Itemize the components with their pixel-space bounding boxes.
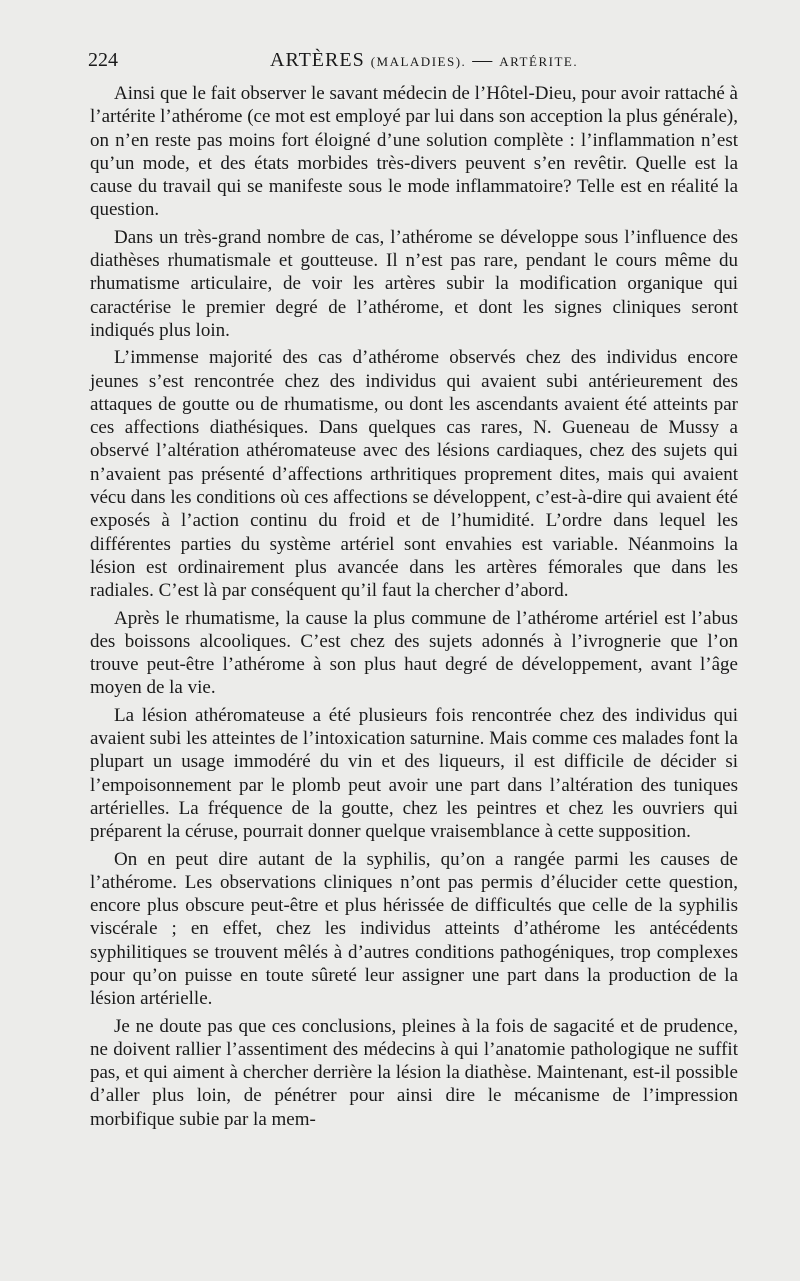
paragraph-7: Je ne doute pas que ces conclusions, pleines à la fois de sagacité et de prudence, ne doivent rallier l’assentiment des médecins à qui l’anatomie pathologique ne suffit pas, et qui aiment à chercher derrière la lésion la diathèse. Maintenant, est-il possible d’aller plus loin, de pénétrer pour ainsi dire le mécanisme de l’impression morbifique subie par la mem- — [90, 1015, 738, 1130]
page-header — [88, 44, 738, 76]
body-text — [90, 82, 738, 1135]
paragraph-3: L’immense majorité des cas d’athérome observés chez des individus encore jeunes s’est rencontrée chez des individus qui avaient subi antérieurement des attaques de goutte ou de rhumatisme, ou dont les ascendants avaient été atteints par ces affections diathésiques. Dans quelques cas rares, N. Gueneau de Mussy a observé l’altération athéromateuse avec des lésions cardiaques, chez des sujets qui n’avaient pas présenté d’affections arthritiques proprement dites, mais qui avaient vécu dans les conditions où ces affections se développent, c’est-à-dire qui avaient été exposés à l’action continu du froid et de l’humidité. L’ordre dans lequel les différentes parties du système artériel sont envahies est variable. Néanmoins la lésion est ordinairement plus avancée dans les artères fémorales que dans les radiales. C’est là par conséquent qu’il faut la chercher d’abord. — [90, 347, 738, 602]
running-head-subtitle: (MALADIES). — [370, 54, 467, 69]
paragraph-5: La lésion athéromateuse a été plusieurs fois rencontrée chez des individus qui avaient subi les atteintes de l’intoxication saturnine. Mais comme ces malades font la plupart un usage immodéré du vin et des liqueurs, il est difficile de décider si l’empoisonnement par le plomb peut avoir une part dans l’altération des tuniques artérielles. La fréquence de la goutte, chez les peintres et chez les ouvriers qui préparent la céruse, pourrait donner quelque vraisemblance à cette supposition. — [90, 704, 738, 843]
paragraph-6: On en peut dire autant de la syphilis, qu’on a rangée parmi les causes de l’athérome. Les observations cliniques n’ont pas permis d’élucider cette question, encore plus obscure peut-être et plus hérissée de difficultés que celle de la syphilis viscérale ; en effet, chez les individus atteints d’athérome les antécédents syphilitiques se trouvent mêlés à d’autres conditions pathogéniques, trop complexes pour qu’on puisse en toute sûreté leur assigner une part dans la production de la lésion artérielle. — [90, 848, 738, 1010]
page-number: 224 — [88, 49, 118, 71]
running-head-dash: — — [472, 49, 494, 71]
running-head — [270, 44, 578, 78]
running-head-title: ARTÈRES — [270, 49, 365, 71]
running-head-section: ARTÉRITE. — [499, 54, 579, 69]
paragraph-4: Après le rhumatisme, la cause la plus commune de l’athérome artériel est l’abus des boissons alcooliques. C’est chez des sujets adonnés à l’ivrognerie que l’on trouve peut-être l’athérome à son plus haut degré de développement, avant l’âge moyen de la vie. — [90, 607, 738, 699]
paragraph-1: Ainsi que le fait observer le savant médecin de l’Hôtel-Dieu, pour avoir rattaché à l’artérite l’athérome (ce mot est employé par lui dans son acception la plus générale), on n’en reste pas moins fort éloigné d’une solution complète : l’inflammation n’est qu’un mode, et des états morbides très-divers peuvent s’en revêtir. Quelle est la cause du travail qui se manifeste sous le mode inflammatoire? Telle est en réalité la question. — [90, 83, 738, 221]
paragraph-2: Dans un très-grand nombre de cas, l’athérome se développe sous l’influence des diathèses rhumatismale et goutteuse. Il n’est pas rare, pendant le cours même du rhumatisme articulaire, de voir les artères subir la modification organique qui caractérise le premier degré de l’athérome, et dont les signes cliniques seront indiqués plus loin. — [90, 226, 738, 341]
